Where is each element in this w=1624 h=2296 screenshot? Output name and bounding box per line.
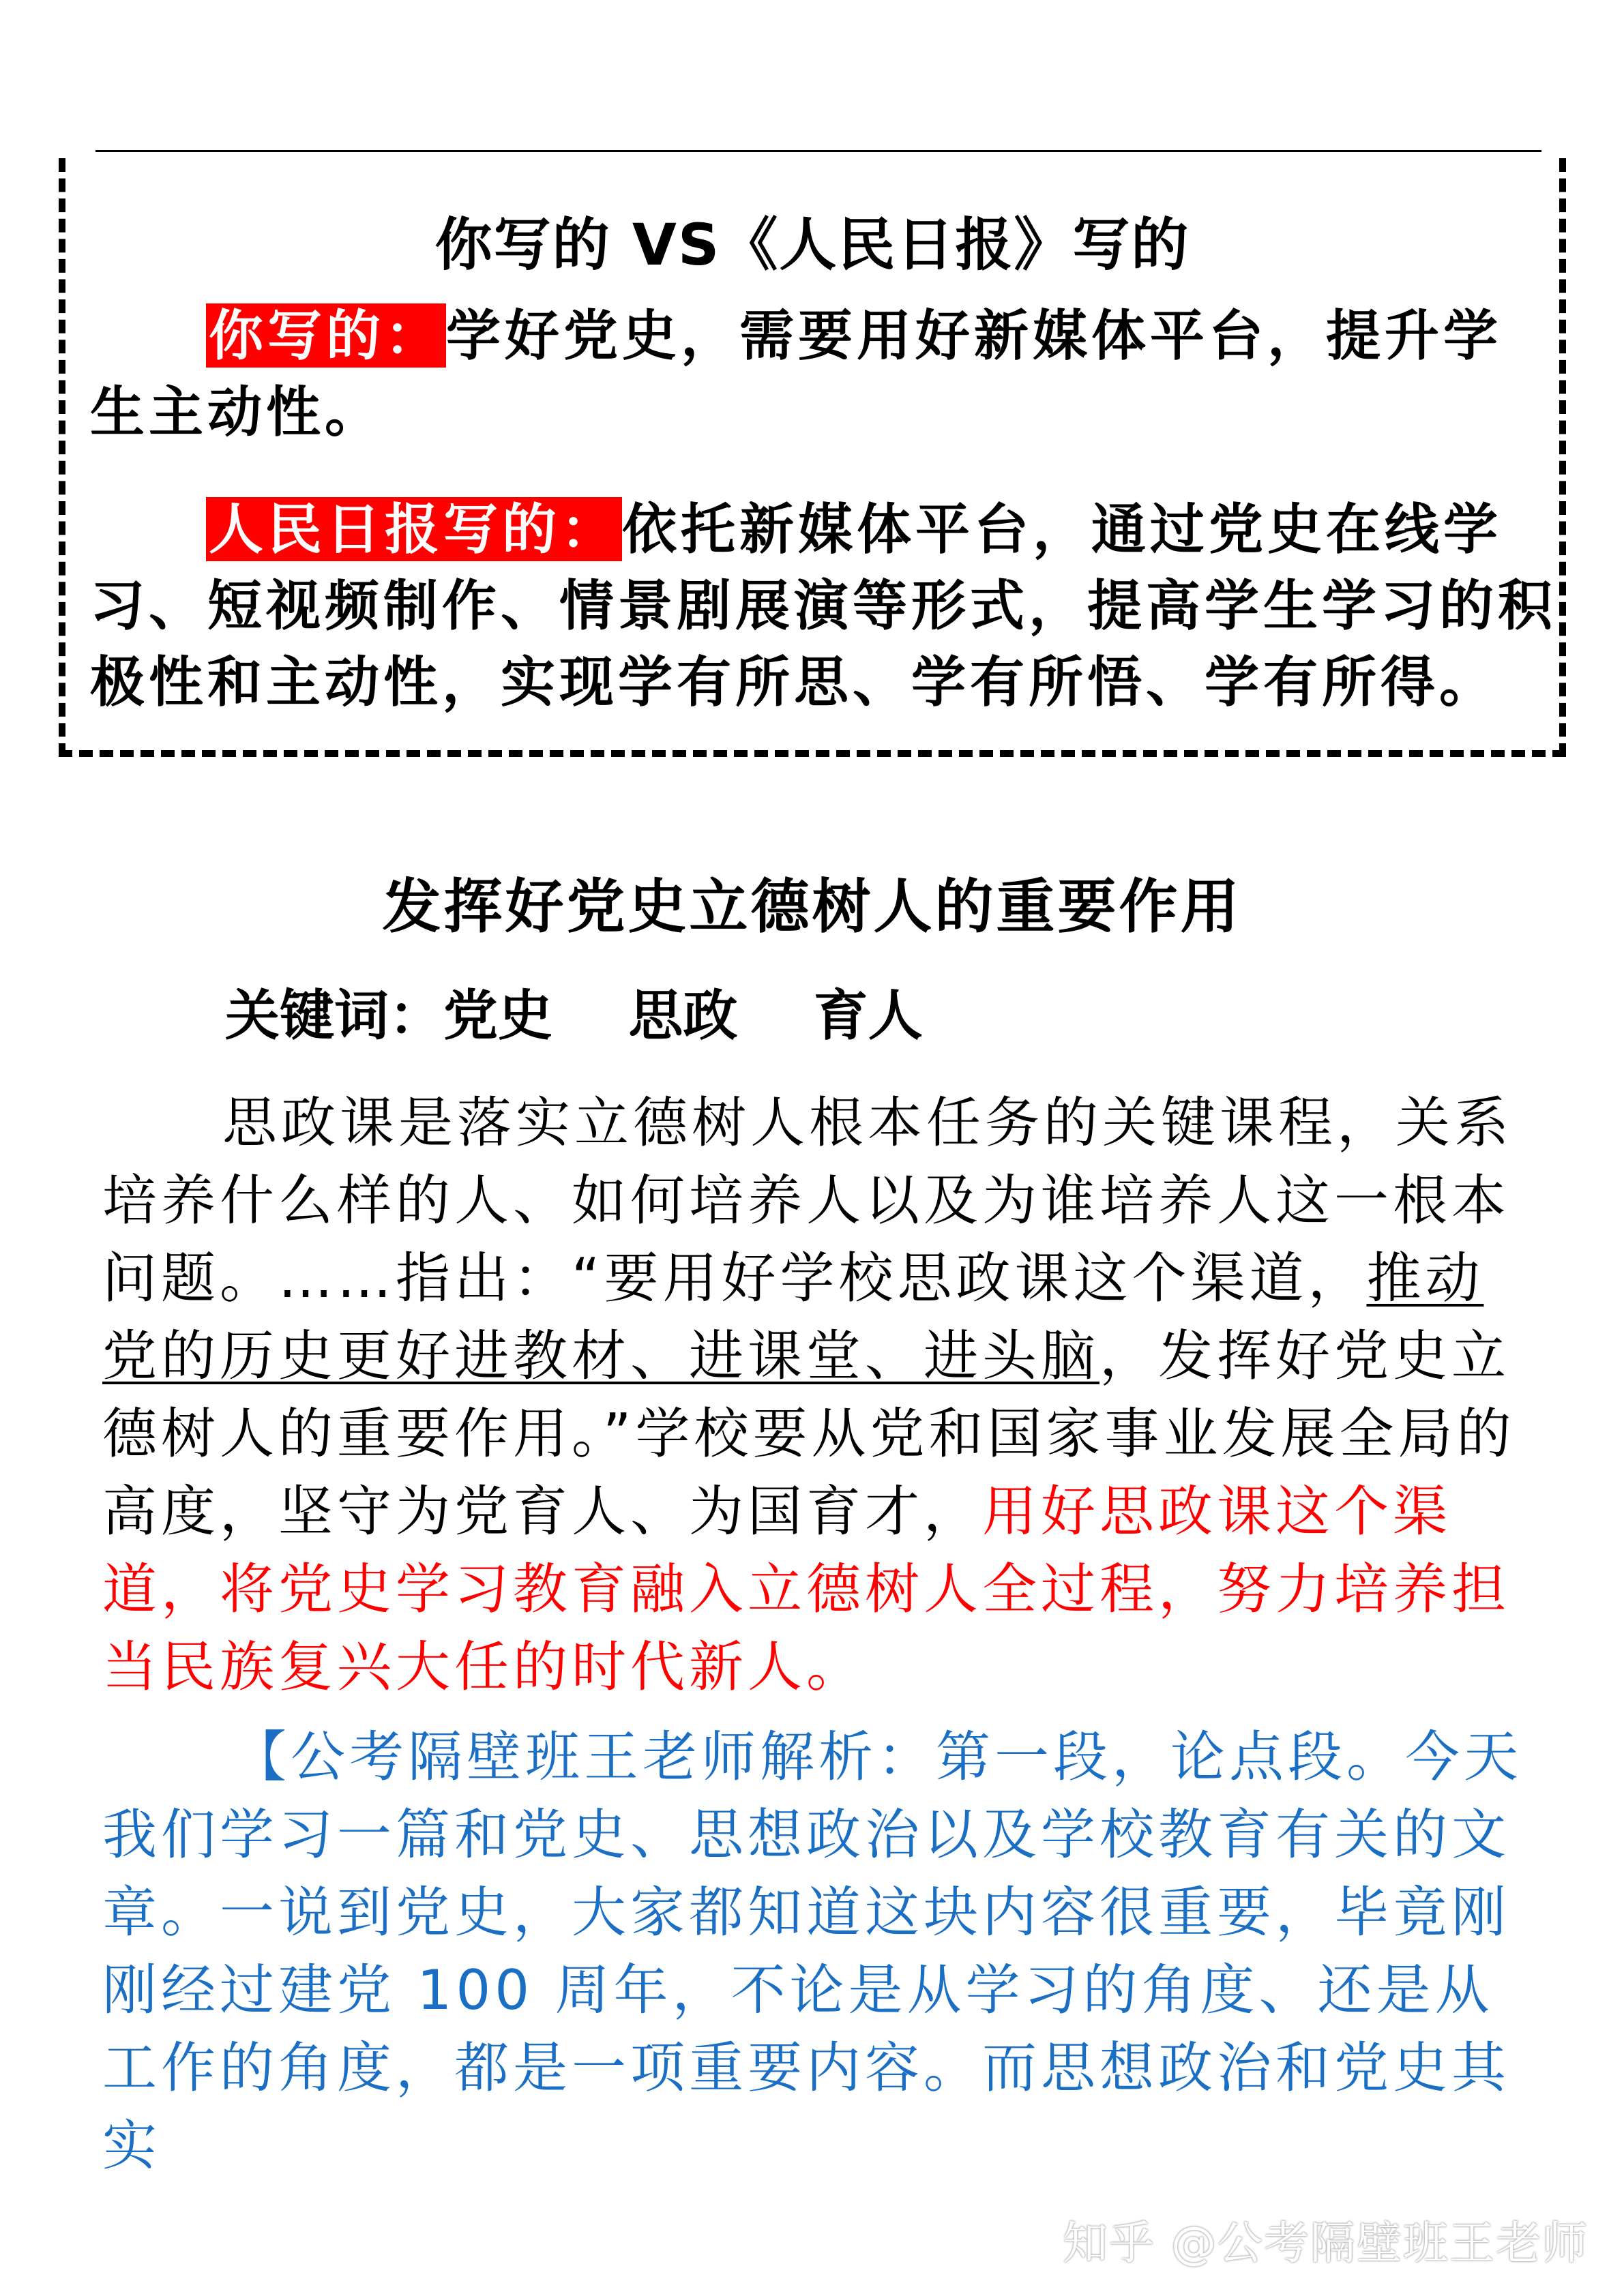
zhihu-watermark: 知乎 @公考隔壁班王老师 bbox=[1063, 2217, 1589, 2269]
yours-paragraph bbox=[90, 297, 1556, 450]
main-paragraph-part2: ，发挥好党史立德树人的重要作用。”学校要从党和国家事业发展全局的高度，坚守为党育人、为国育才， bbox=[102, 1324, 1516, 1543]
rmrb-label: 人民日报写的： bbox=[206, 497, 622, 561]
comparison-title: 你写的 VS《人民日报》写的 bbox=[434, 211, 1190, 278]
main-paragraph bbox=[102, 1084, 1528, 1706]
yours-text: 学好党史，需要用好新媒体平台，提升学生主动性。 bbox=[90, 303, 1502, 444]
comparison-box bbox=[59, 158, 1566, 757]
article-title: 发挥好党史立德树人的重要作用 bbox=[382, 872, 1242, 941]
main-paragraph-part1: 思政课是落实立德树人根本任务的关键课程，关系培养什么样的人、如何培养人以及为谁培养人这一根本问题。……指出：“要用好学校思政课这个渠道， bbox=[102, 1091, 1513, 1310]
top-rule-divider bbox=[95, 150, 1541, 152]
keywords-line: 关键词：党史 思政 育人 bbox=[225, 983, 923, 1047]
analysis-paragraph: 【公考隔壁班王老师解析：第一段，论点段。今天我们学习一篇和党史、思想政治以及学校教育有关的文章。一说到党史，大家都知道这块内容很重要，毕竟刚刚经过建党 100 周年，不论是从学习的角度、还是从工作的角度，都是一项重要内容。而思想政治和党史其实 bbox=[102, 1725, 1522, 2177]
red-emphasis-text: 用好思政课这个渠道，将党史学习教育融入立德树人全过程，努力培养担当民族复兴大任的时代新人。 bbox=[102, 1480, 1510, 1699]
rmrb-paragraph bbox=[90, 491, 1556, 720]
rmrb-text: 依托新媒体平台，通过党史在线学习、短视频制作、情景剧展演等形式，提高学生学习的积极性和主动性，实现学有所思、学有所悟、学有所得。 bbox=[90, 497, 1556, 714]
underlined-phrase: 推动党的历史更好进教材、进课堂、进头脑 bbox=[102, 1247, 1484, 1388]
yours-label: 你写的： bbox=[206, 303, 446, 368]
